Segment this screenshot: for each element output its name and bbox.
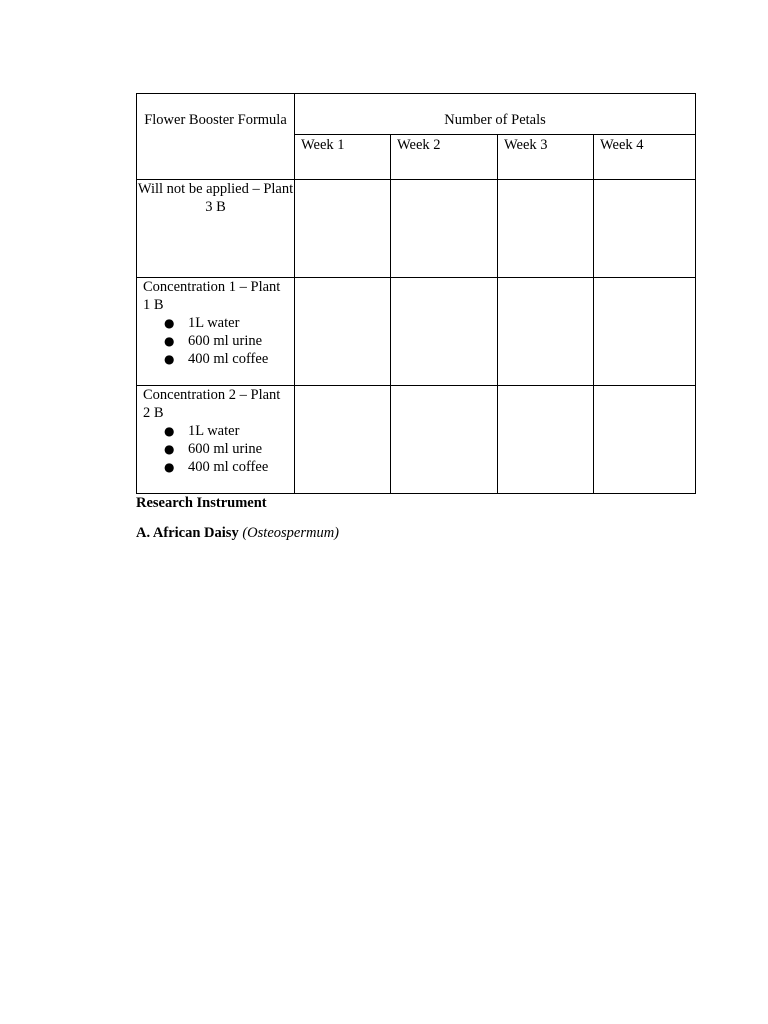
data-cell [391, 180, 498, 278]
week-header-label: Week 3 [504, 137, 548, 153]
table-row [137, 278, 696, 386]
table-row [137, 180, 696, 278]
data-cell [498, 278, 594, 386]
petals-header-label: Number of Petals [444, 112, 546, 128]
week-header-cell [498, 135, 594, 180]
row-label: Concentration 2 – Plant 2 B [143, 387, 281, 421]
list-item [143, 314, 290, 332]
data-cell [391, 386, 498, 494]
data-cell [295, 278, 391, 386]
data-cell [295, 386, 391, 494]
ingredient-label: 1L water [188, 423, 240, 439]
data-cell [295, 180, 391, 278]
list-item [143, 332, 290, 350]
research-instrument-heading: Research Instrument [136, 495, 267, 511]
ingredient-label: 400 ml coffee [188, 459, 269, 475]
week-header-label: Week 2 [397, 137, 441, 153]
flower-scientific-name: (Osteospermum) [242, 525, 339, 541]
list-item [143, 440, 290, 458]
row-label-cell [137, 278, 295, 386]
formula-header-cell [137, 94, 295, 180]
week-header-cell [594, 135, 696, 180]
row-label-cell [137, 180, 295, 278]
data-cell [594, 180, 696, 278]
ingredient-label: 600 ml urine [188, 333, 263, 349]
row-label: Will not be applied – Plant 3 B [137, 181, 294, 215]
week-header-cell [391, 135, 498, 180]
row-label-cell [137, 386, 295, 494]
flower-name: A. African Daisy [136, 525, 239, 541]
ingredient-label: 1L water [188, 315, 240, 331]
ingredient-label: 400 ml coffee [188, 351, 269, 367]
week-header-label: Week 1 [301, 137, 345, 153]
data-cell [594, 386, 696, 494]
bullet-icon: ● [164, 424, 175, 438]
data-cell [391, 278, 498, 386]
bullet-icon: ● [164, 316, 175, 330]
petals-header-cell [295, 94, 696, 135]
data-cell [498, 180, 594, 278]
ingredient-list [143, 314, 290, 368]
formula-header-label: Flower Booster Formula [144, 112, 287, 128]
list-item [143, 458, 290, 476]
bullet-icon: ● [164, 352, 175, 366]
flower-subheading [136, 524, 339, 542]
row-label: Concentration 1 – Plant 1 B [143, 279, 281, 313]
bullet-icon: ● [164, 334, 175, 348]
table-header-row [137, 94, 696, 135]
table-row [137, 386, 696, 494]
week-header-cell [295, 135, 391, 180]
list-item [143, 422, 290, 440]
petals-data-table [136, 93, 696, 494]
bullet-icon: ● [164, 442, 175, 456]
data-cell [498, 386, 594, 494]
bullet-icon: ● [164, 460, 175, 474]
data-cell [594, 278, 696, 386]
list-item [143, 350, 290, 368]
ingredient-label: 600 ml urine [188, 441, 263, 457]
week-header-label: Week 4 [600, 137, 644, 153]
ingredient-list [143, 422, 290, 476]
